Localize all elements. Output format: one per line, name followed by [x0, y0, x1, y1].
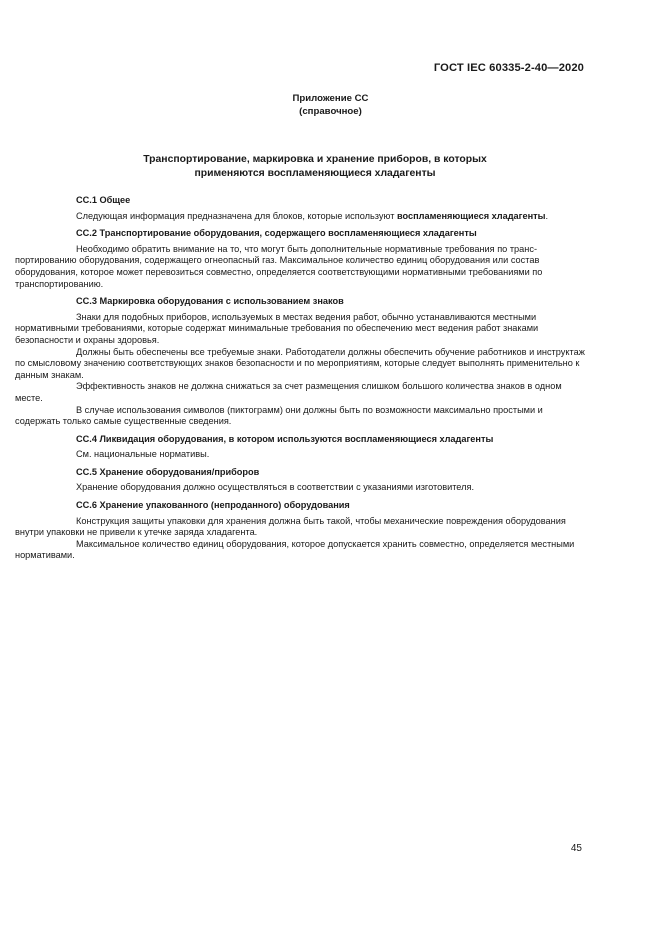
- section-cc4-text: См. национальные нормативы.: [76, 449, 210, 460]
- section-cc4-title: СС.4 Ликвидация оборудования, в котором используются воспламеняющиеся хладагенты: [76, 433, 494, 444]
- page-number: 45: [570, 843, 582, 854]
- section-cc2-text: Необходимо обратить внимание на то, что могут быть дополнительные нормативные требования по транспортированию оборудования, содержащего огнеопасный газ. Максимальное количество единиц оборудования или состав оборудования, которое может перевозиться совместно, определяется соответствующими нормативными требованиями по транспортированию.: [15, 243, 543, 289]
- section-cc3-paragraph-3: Эффективность знаков не должна снижаться за счет размещения слишком большого количества знаков в одном месте.: [15, 381, 562, 403]
- annex-title-line1: Транспортирование, маркировка и хранение приборов, в которых: [143, 154, 487, 165]
- section-cc6-paragraph-2: Максимальное количество единиц оборудования, которое допускается хранить совместно, определяется местными нормативами.: [15, 538, 575, 561]
- section-cc3-paragraph-2: Должны быть обеспечены все требуемые знаки. Работодатели должны обеспечить обучение работников и инструктаж по смысловому значению соответствующих знаков безопасности и по мероприятиям, которые следует выполнять применительно к данным знакам.: [15, 346, 585, 380]
- section-cc2-title: СС.2 Транспортирование оборудования, содержащего воспламеняющиеся хладагенты: [76, 228, 477, 239]
- annex-title-line2: применяются воспламеняющиеся хладагенты: [194, 168, 436, 179]
- annex-body: [15, 195, 586, 562]
- annex-type: (справочное): [299, 106, 362, 117]
- section-cc1-text-suffix: .: [545, 210, 549, 221]
- section-cc1-text-prefix: Следующая информация предназначена для блоков, которые используют: [76, 210, 397, 221]
- section-cc5-text: Хранение оборудования должно осуществляться в соответствии с указаниями изготовителя.: [76, 482, 475, 493]
- section-cc6-title: СС.6 Хранение упакованного (непроданного) оборудования: [76, 500, 350, 511]
- section-cc5-title: СС.5 Хранение оборудования/приборов: [76, 466, 260, 477]
- annex-label: Приложение СС: [292, 93, 369, 104]
- section-cc3-paragraph-4: В случае использования символов (пиктограмм) они должны быть по возможности максимально простыми и содержать только самые существенные сведения.: [15, 404, 543, 427]
- section-cc6-paragraph-1: Конструкция защиты упаковки для хранения должна быть такой, чтобы механические повреждения оборудования внутри упаковки не привели к утечке заряда хладагента.: [15, 515, 566, 538]
- section-cc1-text: [76, 211, 586, 223]
- annex-heading: [0, 92, 661, 118]
- standard-code: ГОСТ IEC 60335-2-40—2020: [433, 62, 584, 74]
- section-cc1-text-bold: воспламеняющиеся хладагенты: [396, 210, 546, 221]
- section-cc3-title: СС.3 Маркировка оборудования с использованием знаков: [76, 296, 344, 307]
- annex-title: [100, 153, 530, 181]
- section-cc1-title: СС.1 Общее: [76, 195, 131, 205]
- section-cc3-paragraph-1: Знаки для подобных приборов, используемых в местах ведения работ, обычно устанавливаются местными нормативными требованиями, которые содержат минимальные требования по обеспечению мест ведения работ знаками безопасности и охраны здоровья.: [15, 311, 539, 345]
